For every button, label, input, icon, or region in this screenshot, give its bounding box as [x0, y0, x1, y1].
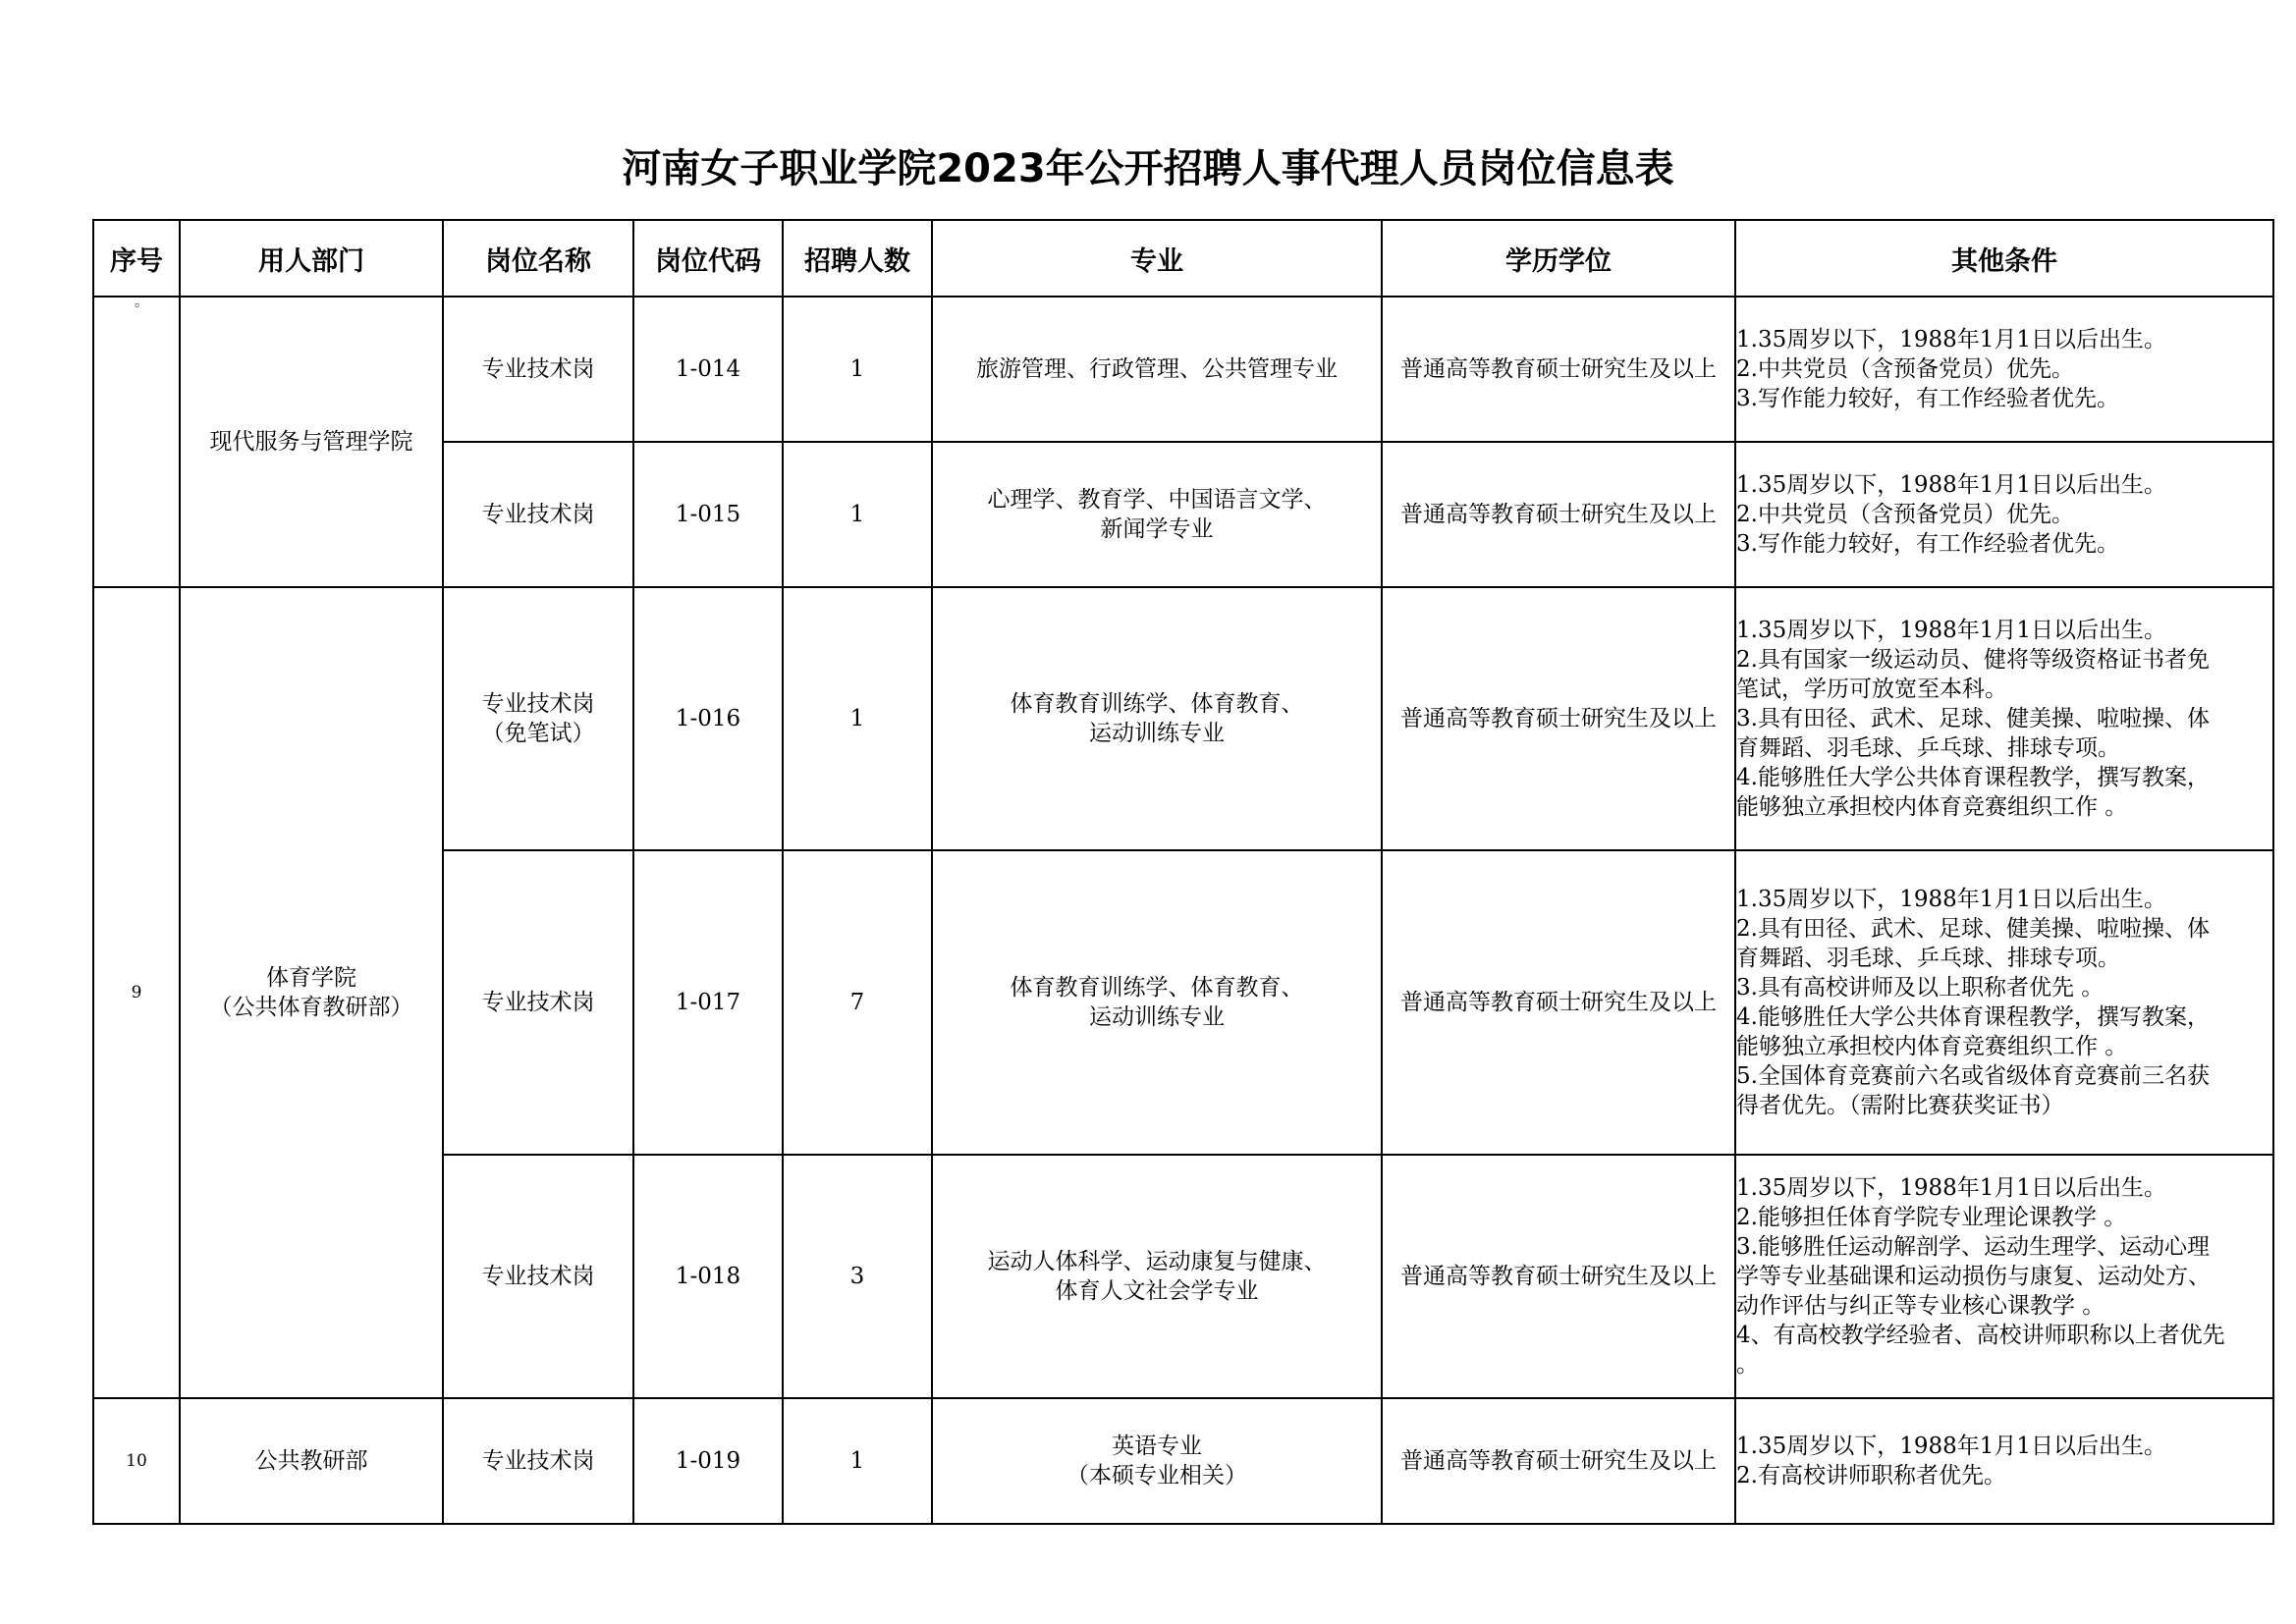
- text-line: 4.能够胜任大学公共体育课程教学，撰写教案，: [1736, 765, 2210, 790]
- header-code: 岗位代码: [633, 220, 783, 297]
- cell-seq: [93, 297, 180, 587]
- text-line: 5.全国体育竞赛前六名或省级体育竞赛前三名获: [1736, 1063, 2210, 1089]
- text-line: 3.写作能力较好，有工作经验者优先。: [1736, 531, 2119, 557]
- cell-major: [932, 442, 1382, 587]
- cell-code: 1-014: [633, 297, 783, 442]
- cell-post: [443, 850, 633, 1155]
- text-line: 笔试，学历可放宽至本科。: [1736, 677, 2007, 702]
- cell-dept: [180, 297, 443, 587]
- text-line: 专业技术岗: [481, 1448, 595, 1474]
- header-other: 其他条件: [1735, 220, 2273, 297]
- text-line: 1.35周岁以下，1988年1月1日以后出生。: [1736, 472, 2167, 498]
- cell-count: 1: [783, 442, 932, 587]
- cell-code: 1-019: [633, 1398, 783, 1524]
- cell-dept: [180, 587, 443, 1398]
- table-row: [93, 587, 2273, 850]
- text-line: 现代服务与管理学院: [209, 429, 413, 455]
- text-line: 运动训练专业: [1089, 721, 1225, 746]
- cell-post: [443, 1155, 633, 1398]
- cell-major: [932, 1155, 1382, 1398]
- text-line: 运动人体科学、运动康复与健康、: [987, 1249, 1327, 1274]
- cell-count: 1: [783, 297, 932, 442]
- cell-degree: 普通高等教育硕士研究生及以上: [1382, 297, 1735, 442]
- text-line: 学等专业基础课和运动损伤与康复、运动处方、: [1736, 1264, 2211, 1289]
- cell-other-conditions: [1735, 1398, 2273, 1524]
- text-line: 动作评估与纠正等专业核心课教学 。: [1736, 1293, 2105, 1319]
- cell-code: 1-015: [633, 442, 783, 587]
- text-line: 2.有高校讲师职称者优先。: [1736, 1463, 2006, 1489]
- cell-code: 1-016: [633, 587, 783, 850]
- cell-seq: 9: [93, 587, 180, 1398]
- cell-other-conditions: [1735, 442, 2273, 587]
- cell-post: [443, 587, 633, 850]
- text-line: 育舞蹈、羽毛球、乒乓球、排球专项。: [1736, 735, 2120, 761]
- header-degree: 学历学位: [1382, 220, 1735, 297]
- cell-other-conditions: [1735, 1155, 2273, 1398]
- cell-major: [932, 297, 1382, 442]
- text-line: 公共教研部: [254, 1448, 368, 1474]
- text-line: 2.能够担任体育学院专业理论课教学 。: [1736, 1205, 2127, 1230]
- cell-degree: 普通高等教育硕士研究生及以上: [1382, 1155, 1735, 1398]
- cell-degree: 普通高等教育硕士研究生及以上: [1382, 587, 1735, 850]
- text-line: 新闻学专业: [1100, 516, 1214, 542]
- text-line: 体育教育训练学、体育教育、: [1010, 691, 1304, 717]
- text-line: 专业技术岗: [481, 356, 595, 382]
- text-line: 心理学、教育学、中国语言文学、: [987, 487, 1327, 513]
- cell-post: [443, 297, 633, 442]
- cell-major: [932, 1398, 1382, 1524]
- header-row: [93, 220, 2273, 297]
- cell-other-conditions: [1735, 850, 2273, 1155]
- header-count: 招聘人数: [783, 220, 932, 297]
- text-line: 运动训练专业: [1089, 1004, 1225, 1030]
- cell-post: [443, 442, 633, 587]
- text-line: 能够独立承担校内体育竞赛组织工作 。: [1736, 1034, 2128, 1059]
- text-line: 专业技术岗: [481, 990, 595, 1015]
- cell-other-conditions: [1735, 587, 2273, 850]
- text-line: 专业技术岗: [481, 691, 595, 717]
- text-line: 4、有高校教学经验者、高校讲师职称以上者优先: [1736, 1323, 2225, 1348]
- text-line: 2.具有田径、武术、足球、健美操、啦啦操、体: [1736, 916, 2210, 942]
- text-line: 体育教育训练学、体育教育、: [1010, 975, 1304, 1001]
- text-line: （公共体育教研部）: [209, 995, 413, 1020]
- cell-code: 1-017: [633, 850, 783, 1155]
- cell-count: 1: [783, 1398, 932, 1524]
- page-title: 河南女子职业学院2023年公开招聘人事代理人员岗位信息表: [622, 146, 1674, 191]
- text-line: 1.35周岁以下，1988年1月1日以后出生。: [1736, 618, 2167, 643]
- cell-dept: [180, 1398, 443, 1524]
- header-post: 岗位名称: [443, 220, 633, 297]
- header-dept: 用人部门: [180, 220, 443, 297]
- text-line: 1.35周岁以下，1988年1月1日以后出生。: [1736, 327, 2167, 352]
- text-line: 体育人文社会学专业: [1055, 1278, 1259, 1304]
- text-line: 1.35周岁以下，1988年1月1日以后出生。: [1736, 1175, 2167, 1201]
- text-line: 1.35周岁以下，1988年1月1日以后出生。: [1736, 1434, 2167, 1459]
- cell-count: 3: [783, 1155, 932, 1398]
- text-line: 3.具有高校讲师及以上职称者优先 。: [1736, 975, 2105, 1001]
- text-line: 专业技术岗: [481, 502, 595, 527]
- text-line: 专业技术岗: [481, 1264, 595, 1289]
- text-line: 英语专业: [1112, 1434, 1202, 1459]
- text-line: 育舞蹈、羽毛球、乒乓球、排球专项。: [1736, 946, 2120, 971]
- cell-degree: 普通高等教育硕士研究生及以上: [1382, 1398, 1735, 1524]
- text-line: 2.中共党员（含预备党员）优先。: [1736, 356, 2074, 382]
- text-line: 3.具有田径、武术、足球、健美操、啦啦操、体: [1736, 706, 2210, 731]
- text-line: 体育学院: [266, 965, 356, 991]
- table-row: [93, 297, 2273, 442]
- table-body: [93, 297, 2273, 1524]
- text-line: （本硕专业相关）: [1066, 1463, 1247, 1489]
- text-line: 2.具有国家一级运动员、健将等级资格证书者免: [1736, 647, 2210, 673]
- text-line: 旅游管理、行政管理、公共管理专业: [976, 356, 1338, 382]
- cell-count: 7: [783, 850, 932, 1155]
- stray-mark: 。: [135, 295, 148, 310]
- cell-post: [443, 1398, 633, 1524]
- header-major: 专业: [932, 220, 1382, 297]
- text-line: 能够独立承担校内体育竞赛组织工作 。: [1736, 794, 2128, 820]
- cell-major: [932, 850, 1382, 1155]
- cell-count: 1: [783, 587, 932, 850]
- cell-major: [932, 587, 1382, 850]
- cell-other-conditions: [1735, 297, 2273, 442]
- table-row: [93, 1398, 2273, 1524]
- text-line: 。: [1736, 1352, 1759, 1378]
- text-line: 得者优先。（需附比赛获奖证书）: [1736, 1093, 2064, 1118]
- text-line: （免笔试）: [481, 721, 595, 746]
- header-seq: 序号: [93, 220, 180, 297]
- text-line: 3.能够胜任运动解剖学、运动生理学、运动心理: [1736, 1234, 2210, 1260]
- text-line: 4.能够胜任大学公共体育课程教学，撰写教案，: [1736, 1004, 2210, 1030]
- text-line: 1.35周岁以下，1988年1月1日以后出生。: [1736, 887, 2167, 912]
- cell-degree: 普通高等教育硕士研究生及以上: [1382, 850, 1735, 1155]
- cell-seq: 10: [93, 1398, 180, 1524]
- positions-table: [92, 219, 2274, 1525]
- text-line: 2.中共党员（含预备党员）优先。: [1736, 502, 2074, 527]
- cell-code: 1-018: [633, 1155, 783, 1398]
- cell-degree: 普通高等教育硕士研究生及以上: [1382, 442, 1735, 587]
- text-line: 3.写作能力较好，有工作经验者优先。: [1736, 386, 2119, 411]
